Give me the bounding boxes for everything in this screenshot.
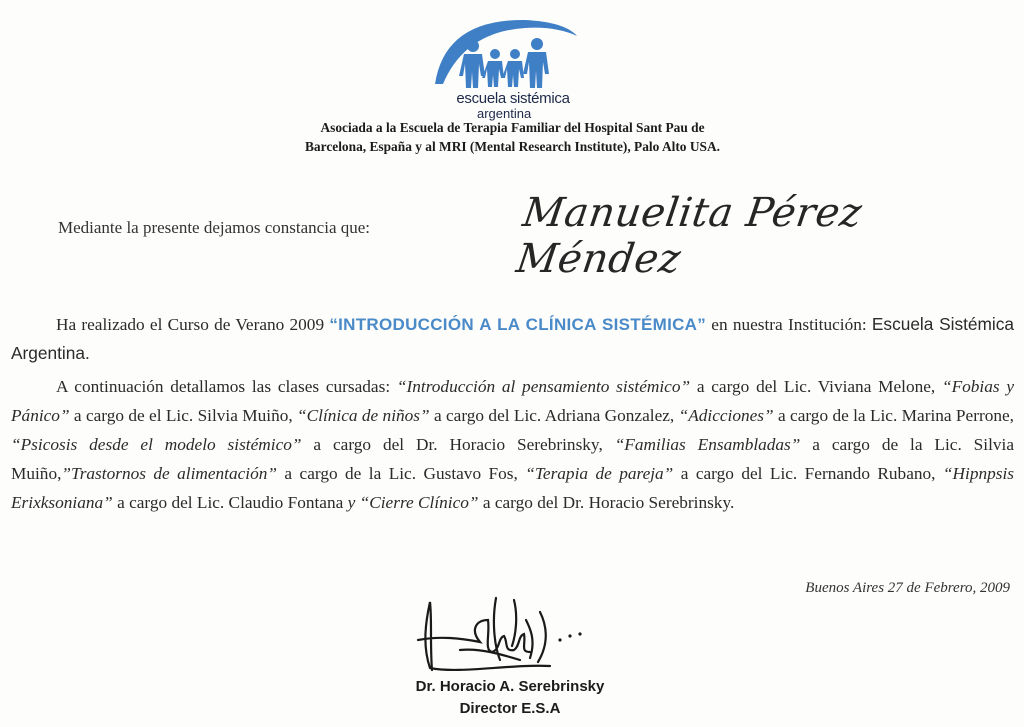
issue-date: Buenos Aires 27 de Febrero, 2009 [805,580,1010,596]
class-teacher: a cargo de la Lic. Marina Perrone, [773,406,1014,425]
class-title: “Hipnpsis Erixksoniana” [11,464,1014,512]
class-title: “Introducción al pensamiento sistémico” [396,377,691,396]
signatory-name: Dr. Horacio A. Serebrinsky [415,678,605,695]
class-title: “Terapia de pareja” [525,464,674,483]
class-teacher: a cargo de la Lic. Gustavo Fos, [276,464,526,483]
recipient-name: Manuelita Pérez Méndez [513,190,865,282]
association-line-2: Barcelona, España y al MRI (Mental Research Institute), Palo Alto USA. [305,139,720,154]
course-intro-text: Ha realizado el Curso de Verano 2009 [56,315,330,334]
class-title: “Clínica de niños” [297,406,430,425]
conjunction: y [347,493,356,512]
class-teacher: a cargo de la Lic. Silvia Muiño, [11,435,1014,483]
intro-text: Mediante la presente dejamos constancia que: [58,218,371,237]
class-teacher: a cargo del Dr. Horacio Serebrinsky, [301,435,615,454]
class-teacher: a cargo del Lic. Viviana Melone, [690,377,942,396]
class-title: “Psicosis desde el modelo sistémico” [11,435,302,454]
certificate-body [11,310,1014,521]
class-teacher: a cargo del Lic. Claudio Fontana [112,493,348,512]
logo-subtitle: argentina [477,106,532,121]
classes-intro: A continuación detallamos las clases cursadas: [56,377,397,396]
course-paragraph [11,310,1014,368]
logo-name: escuela sistémica [456,90,570,107]
class-title: “Fobias y Pánico” [11,377,1015,425]
course-title: “INTRODUCCIÓN A LA CLÍNICA SISTÉMICA” [329,315,707,334]
class-title: “Familias Ensambladas” [614,435,801,454]
association-statement [200,118,825,156]
classes-paragraph [11,372,1014,517]
signatory-title: Director E.S.A [459,700,561,717]
class-teacher: a cargo del Lic. Fernando Rubano, [673,464,943,483]
class-teacher: a cargo del Lic. Adriana Gonzalez, [429,406,679,425]
class-teacher: a cargo del Dr. Horacio Serebrinsky. [478,493,735,512]
class-title: “Adicciones” [678,406,774,425]
institution-name: Escuela Sistémica Argentina. [11,314,1014,363]
course-location-text: en nuestra Institución: [706,315,872,334]
class-title: ”Trastornos de alimentación” [61,464,277,483]
class-teacher: a cargo de el Lic. Silvia Muiño, [69,406,298,425]
school-logo [425,14,585,126]
handwritten-signature [400,590,610,680]
class-title: “Cierre Clínico” [359,493,479,512]
association-line-1: Asociada a la Escuela de Terapia Familiar del Hospital Sant Pau de [320,120,705,135]
